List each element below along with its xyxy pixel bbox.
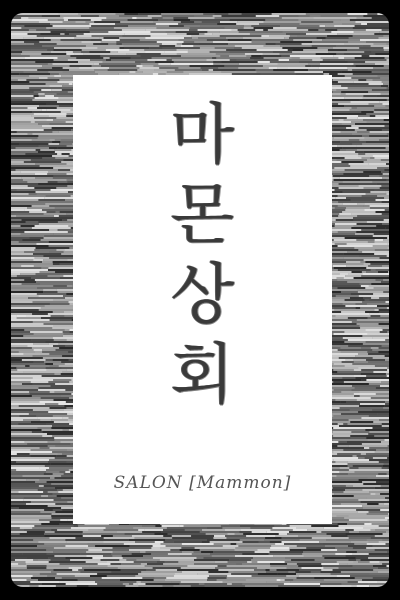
subtitle: SALON [Mammon] [113,473,292,493]
title-char-3: 상 [170,256,235,333]
title-panel [73,75,332,524]
card [11,13,389,587]
title-char-4: 회 [170,336,235,413]
title-char-1: 마 [170,96,235,173]
title-char-2: 몬 [170,176,235,253]
title-column [73,95,332,415]
